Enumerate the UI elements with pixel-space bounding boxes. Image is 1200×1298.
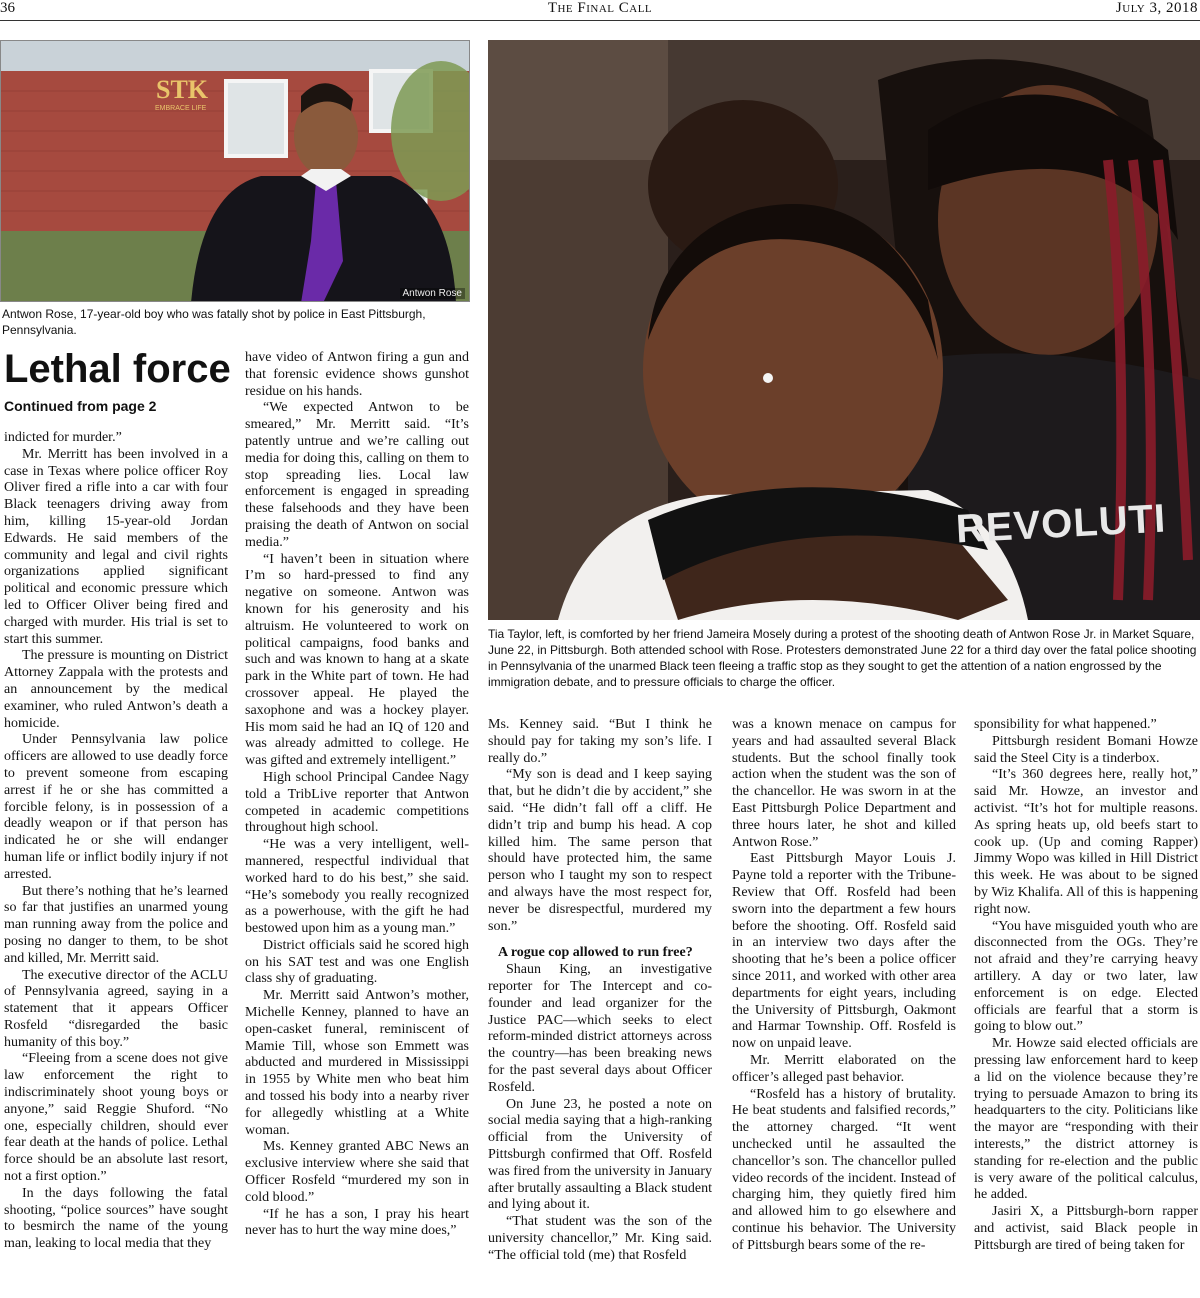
paragraph: “I haven’t been in situation where I’m so hard-pressed to find any negative on someone. Antwon was known for his generosity and his altruism. He volunteered to work on political campaigns, food banks and such and was known to hang at a skate park in the White part of town. He had crossover appeal. He played the saxophone and was a hockey player. His mom said he had an IQ of 120 and was already admitted to college. He was gifted and extremely intelligent.”	[245, 551, 469, 769]
paragraph: But there’s nothing that he’s learned so far that justifies an unarmed young man running away from the police and posing no danger to them, to be shot and killed, Mr. Merritt said.	[4, 883, 228, 966]
paragraph: have video of Antwon firing a gun and that forensic evidence shows gunshot residue on his hands.	[245, 350, 469, 399]
paragraph: was a known menace on campus for years and had assaulted several Black students. But the school finally took action when the student was the son of the chancellor. He was sworn in at the East Pittsburgh Police Department and three hours later, he shot and killed Antwon Rose.”	[732, 717, 956, 850]
paragraph: indicted for murder.”	[4, 430, 122, 445]
paragraph: The executive director of the ACLU of Pennsylvania agreed, saying in a statement that it appears Officer Rosfeld “disregarded the basic humanity of this boy.”	[4, 967, 228, 1050]
paragraph: The pressure is mounting on District Attorney Zappala with the protests and an announcement by the medical examiner, who ruled Antwon’s death a homicide.	[4, 648, 228, 731]
paragraph: Shaun King, an investigative reporter for The Intercept and co-founder and lead organizer for the Justice PAC—which seeks to elect reform-minded district attorneys across the country—has been breaking news for the past several days about Officer Rosfeld.	[488, 962, 712, 1095]
building-sign: STK	[156, 75, 209, 104]
protest-photo	[488, 40, 1200, 620]
paragraph: High school Principal Candee Nagy told a TribLive reporter that Antwon competed in academic competitions throughout high school.	[245, 769, 469, 836]
article-column-2	[245, 350, 469, 1240]
article-column-1	[4, 430, 228, 1253]
photo-credit: Antwon Rose	[400, 288, 465, 299]
paragraph: Jasiri X, a Pittsburgh-born rapper and activist, said Black people in Pittsburgh are tired of being taken for	[974, 1204, 1198, 1253]
issue-date: July 3, 2018	[1115, 0, 1198, 16]
article-column-4	[732, 717, 956, 1255]
paragraph: On June 23, he posted a note on social media saying that a high-ranking official from the University of Pittsburgh confirmed that Off. Rosfeld was fired from the university in January after brutally assaulting a Black student and lying about it.	[488, 1096, 712, 1213]
antwon-rose-illustration	[1, 41, 470, 302]
paragraph: “Rosfeld has a history of brutality. He beat students and falsified records,” the attorney charged. “It went unchecked until he assaulted the chancellor’s son. The chancellor pulled video records of the incident. Instead of charging him, they quietly fired him and allowed him to go elsewhere and continue his behavior. The University of Pittsburgh bears some of the re-	[732, 1086, 956, 1253]
page-header	[0, 0, 1200, 21]
paragraph: sponsibility for what happened.”	[974, 717, 1157, 732]
paragraph: “He was a very intelligent, well-mannered, respectful individual that worked hard to do his best,” she said. “He’s somebody you really recognized as a powerhouse, with the gift he had bestowed upon him as a young man.”	[245, 837, 469, 937]
article-column-3	[488, 717, 712, 1265]
article-column-5	[974, 717, 1198, 1255]
paragraph: Mr. Merritt has been involved in a case in Texas where police officer Roy Oliver fired a rifle into a car with four Black teenagers driving away from him, killing 15-year-old Jordan Edwards. He said members of the community and legal and civil rights organizations applied significant political and economic pressure which led to Officer Oliver being fired and charged with murder. His trial is set to start this summer.	[4, 446, 228, 647]
continued-from-line: Continued from page 2	[4, 398, 157, 414]
paragraph: Ms. Kenney said. “But I think he should pay for taking my son’s life. I really do.”	[488, 717, 712, 766]
paragraph: Mr. Merritt elaborated on the officer’s alleged past behavior.	[732, 1052, 956, 1085]
paragraph: “You have misguided youth who are disconnected from the OGs. They’re not afraid and they’re carrying heavy artillery. A day or two later, law enforcement is on edge. Elected officials are fearful that a storm is going to blow out.”	[974, 918, 1198, 1035]
paragraph: District officials said he scored high on his SAT test and was one English class shy of graduating.	[245, 937, 469, 987]
paragraph: Mr. Merritt said Antwon’s mother, Michelle Kenney, planned to have an open-casket funeral, reminiscent of Mamie Till, whose son Emmett was abducted and murdered in Mississippi in 1955 by White men who beat him and tossed his body into a nearby river for allegedly whistling at a White woman.	[245, 988, 469, 1138]
paragraph: “Fleeing from a scene does not give law enforcement the right to indiscriminately shoot young boys or anyone,” said Reggie Shuford. “No one, especially children, should ever fear death at the hands of police. Lethal force should be an absolute last resort, not a first option.”	[4, 1051, 228, 1185]
paragraph: “If he has a son, I pray his heart never has to hurt the way mine does,”	[245, 1206, 469, 1239]
paragraph: “My son is dead and I keep saying that, but he didn’t die by accident,” she said. “He didn’t fall off a cliff. He didn’t trip and bump his head. A cop killed him. The same person that should have protected him, the same person who I taught my son to respect and always have the most respect for, never be disrespectful, murdered my son.”	[488, 767, 712, 934]
antwon-photo-caption: Antwon Rose, 17-year-old boy who was fatally shot by police in East Pittsburgh, Pennsylvania.	[2, 307, 426, 337]
paragraph: East Pittsburgh Mayor Louis J. Payne told a reporter with the Tribune-Review that Off. Rosfeld had been sworn into the department a few hours before the shooting. Off. Rosfeld said in an interview two days after the shooting that he’s been a police officer since 2011, and worked with other area departments for eight years, including the University of Pittsburgh, Oakmont and Harmar Township. Off. Rosfeld is now on unpaid leave.	[732, 851, 956, 1052]
building-sign-subtitle: EMBRACE LIFE	[155, 105, 207, 112]
protest-photo-caption: Tia Taylor, left, is comforted by her friend Jameira Mosely during a protest of the shooting death of Antwon Rose Jr. in Market Square, June 22, in Pittsburgh. Both attended school with Rose. Protesters demonstrated June 22 for a third day over the fatal police shooting in Pennsylvania of the unarmed Black teen fleeing a traffic stop as they sought to get the attention of a nation engrossed by the immigration debate, and to pressure officials to charge the officer.	[488, 627, 1197, 689]
antwon-rose-photo	[0, 40, 470, 302]
paragraph: Ms. Kenney granted ABC News an exclusive interview where she said that Officer Rosfeld “murdered my son in cold blood.”	[245, 1139, 469, 1205]
paragraph: “That student was the son of the university chancellor,” Mr. King said. “The official told (me) that Rosfeld	[488, 1214, 712, 1263]
shirt-text: REVOLUTI	[954, 496, 1168, 552]
paragraph: Pittsburgh resident Bomani Howze said the Steel City is a tinderbox.	[974, 733, 1198, 766]
article-headline: Lethal force	[4, 347, 231, 391]
paragraph: “It’s 360 degrees here, really hot,” said Mr. Howze, an investor and activist. “It’s hot for multiple reasons. As spring heats up, old beefs start to cook up. (Up and coming Rapper) Jimmy Wopo was killed in Hill District this week. He was about to be signed by Wiz Khalifa. All of this is happening right now.	[974, 767, 1198, 917]
paragraph: Under Pennsylvania law police officers are allowed to use deadly force to prevent someone from escaping arrest if he or she has committed a forcible felony, is in possession of a deadly weapon or if that person has indicated he or she will endanger human life or inflict bodily injury if not arrested.	[4, 732, 228, 882]
paragraph: “We expected Antwon to be smeared,” Mr. Merritt said. “It’s patently untrue and we’re calling out media for doing this, calling on them to stop spreading lies. Local law enforcement is engaged in spreading these falsehoods and they have been praising the death of Antwon on social media.”	[245, 400, 469, 550]
paragraph: Mr. Howze said elected officials are pressing law enforcement hard to keep a lid on the violence because they’re trying to persuade Amazon to bring its headquarters to the city. Politicians like the mayor are “responding with their interests,” the district attorney is standing for re-election and the public is very aware of the political calculus, he added.	[974, 1036, 1198, 1203]
article-subhead: A rogue cop allowed to run free?	[498, 945, 693, 961]
paragraph: In the days following the fatal shooting, “police sources” have sought to besmirch the name of the young man, leaking to local media that they	[4, 1185, 228, 1252]
publication-name: The Final Call	[547, 0, 653, 16]
page-number: 36	[0, 0, 15, 16]
